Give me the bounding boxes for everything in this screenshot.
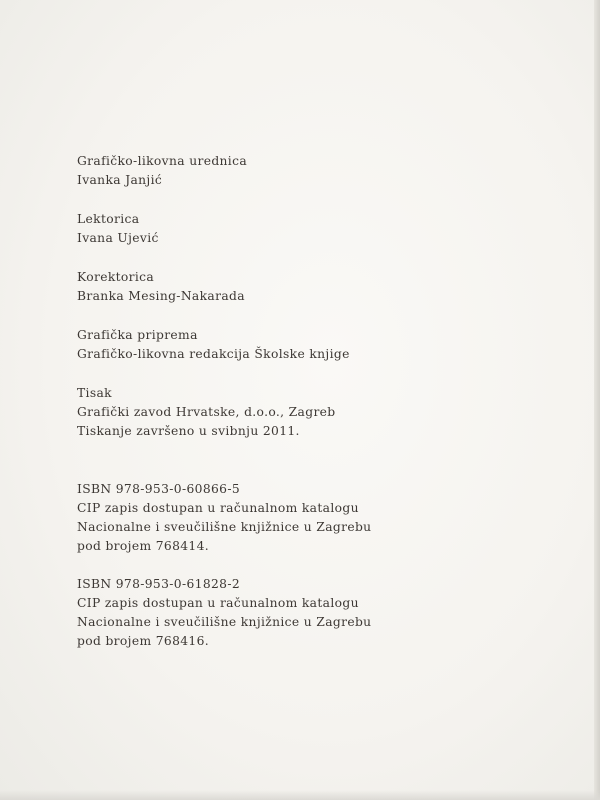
credit-role: Grafičko-likovna urednica [77, 154, 248, 168]
cip-line: Nacionalne i sveučilišne knjižnice u Zagrebu [77, 615, 372, 629]
cip-line: pod brojem 768414. [77, 539, 210, 553]
credit-name: Branka Mesing-Nakarada [77, 289, 245, 303]
print-info [77, 384, 517, 441]
isbn-block [77, 575, 517, 651]
cip-line: pod brojem 768416. [77, 634, 210, 648]
credit-name: Grafičko-likovna redakcija Školske knjige [77, 347, 350, 361]
colophon [77, 152, 517, 651]
credit-role: Korektorica [77, 270, 155, 284]
credit-graphic-editor [77, 152, 517, 190]
page-edge-right [594, 0, 600, 800]
credit-name: Ivanka Janjić [77, 173, 163, 187]
credit-role: Lektorica [77, 212, 140, 226]
cip-line: CIP zapis dostupan u računalnom katalogu [77, 501, 359, 515]
credit-proofreader [77, 210, 517, 248]
print-completed: Tiskanje završeno u svibnju 2011. [77, 424, 300, 438]
cip-line: Nacionalne i sveučilišne knjižnice u Zagrebu [77, 520, 372, 534]
credit-prepress [77, 326, 517, 364]
credit-name: Ivana Ujević [77, 231, 159, 245]
print-heading: Tisak [77, 386, 112, 400]
printer-name: Grafički zavod Hrvatske, d.o.o., Zagreb [77, 405, 336, 419]
isbn-number: ISBN 978-953-0-61828-2 [77, 577, 241, 591]
cip-line: CIP zapis dostupan u računalnom katalogu [77, 596, 359, 610]
isbn-number: ISBN 978-953-0-60866-5 [77, 482, 241, 496]
page-edge-bottom [0, 790, 600, 800]
credit-corrector [77, 268, 517, 306]
credit-role: Grafička priprema [77, 328, 198, 342]
isbn-block [77, 480, 517, 556]
